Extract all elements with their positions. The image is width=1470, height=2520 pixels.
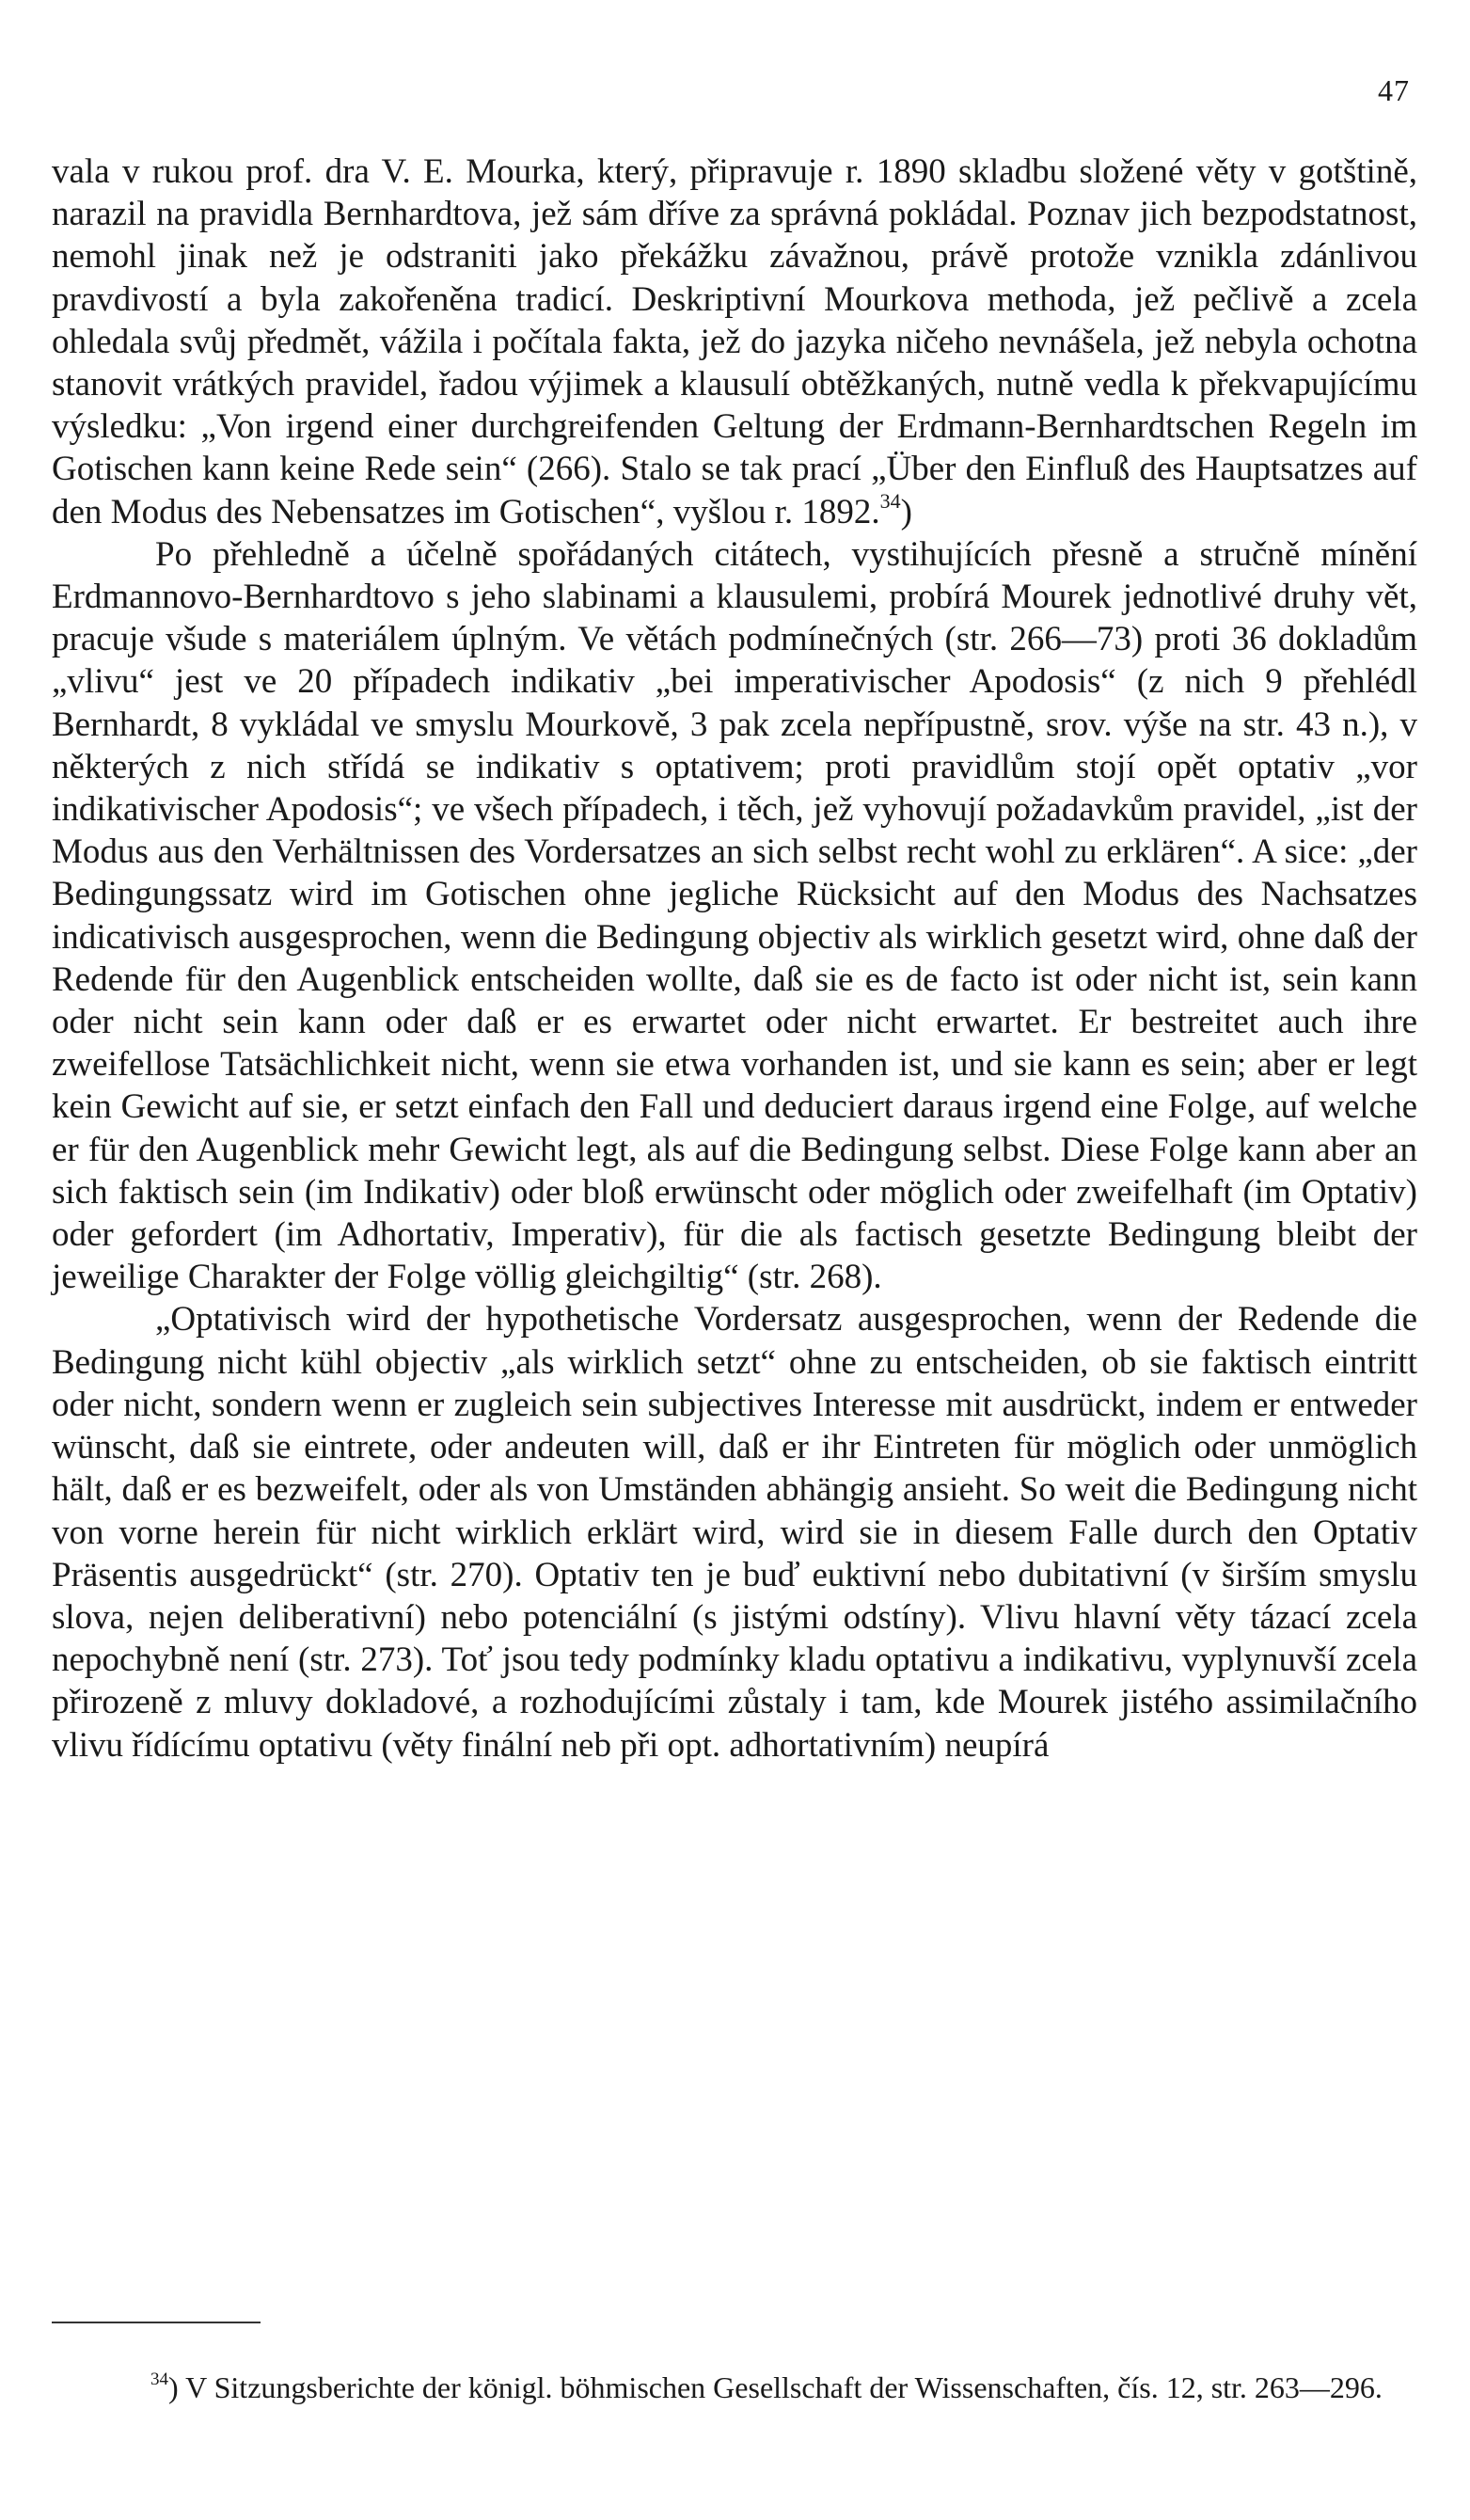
paragraph — [52, 533, 1417, 1299]
footnote-paren: ) — [168, 2370, 179, 2404]
footnote-reference: 34 — [879, 489, 901, 514]
paragraph-text: „Optativisch wird der hypothetische Vordersatz ausgesprochen, wenn der Redende die Bedingung nicht kühl objectiv „als wirklich setzt“ ohne zu entscheiden, ob sie faktisch eintritt oder nicht, sondern wenn er zugleich sein subjectives Interesse mit ausdrückt, indem er entweder wünscht, daß sie eintrete, oder andeuten will, daß er ihr Eintreten für möglich oder unmöglich hält, daß er es bezweifelt, oder als von Umständen abhängig ansieht. So weit die Bedingung nicht von vorne herein für nicht wirklich erklärt wird, wird sie in diesem Falle durch den Optativ Präsentis ausgedrückt“ (str. 270). Optativ ten je buď euktivní nebo dubitativní (v širším smyslu slova, nejen deliberativní) nebo potenciální (s jistými odstíny). Vlivu hlavní věty tázací zcela nepochybně není (str. 273). Toť jsou tedy podmínky kladu optativu a indikativu, vyplynuvší zcela přirozeně z mluvy dokladové, a rozhodujícími zůstaly i tam, kde Mourek jistého assimilačního vlivu řídícímu optativu (věty finální neb při opt. adhortativním) neupírá — [52, 1300, 1417, 1765]
paragraph — [52, 1298, 1417, 1766]
paragraph — [52, 151, 1417, 533]
page-number: 47 — [1378, 73, 1410, 107]
paragraph-text: vala v rukou prof. dra V. E. Mourka, který, připravuje r. 1890 skladbu složené věty v gotštině, narazil na pravidla Bernhardtova, jež sám dříve za správná pokládal. Poznav jich bezpodstatnost, nemohl jinak než je odstraniti jako překážku závažnou, právě protože vznikla zdánlivou pravdivostí a byla zakořeněna tradicí. Deskriptivní Mourkova methoda, jež pečlivě a zcela ohledala svůj předmět, vážila i počítala fakta, jež do jazyka ničeho nevnášela, jež nebyla ochotna stanovit vrátkých pravidel, řadou výjimek a klausulí obtěžkaných, nutně vedla k překvapujícímu výsledku: „Von irgend einer durchgreifenden Geltung der Erdmann-Bernhardtschen Regeln im Gotischen kann keine Rede sein“ (266). Stalo se tak prací „Über den Einfluß des Hauptsatzes auf den Modus des Nebensatzes im Gotischen“, vyšlou r. 1892. — [52, 152, 1417, 531]
paragraph-text: Po přehledně a účelně spořádaných citátech, vystihujících přesně a stručně mínění Erdmannovo-Bernhardtovo s jeho slabinami a klausulemi, probírá Mourek jednotlivé druhy vět, pracuje všude s materiálem úplným. Ve větách podmínečných (str. 266—73) proti 36 dokladům „vlivu“ jest ve 20 případech indikativ „bei imperativischer Apodosis“ (z nich 9 přehlédl Bernhardt, 8 vykládal ve smyslu Mourkově, 3 pak zcela nepřípustně, srov. výše na str. 43 n.), v některých z nich střídá se indikativ s optativem; proti pravidlům stojí opět optativ „vor indikativischer Apodosis“; ve všech případech, i těch, jež vyhovují požadavkům pravidel, „ist der Modus aus den Verhältnissen des Vordersatzes an sich selbst recht wohl zu erklären“. A sice: „der Bedingungssatz wird im Gotischen ohne jegliche Rücksicht auf den Modus des Nachsatzes indicativisch ausgesprochen, wenn die Bedingung objectiv als wirklich gesetzt wird, ohne daß der Redende für den Augenblick entscheiden wollte, daß sie es de facto ist oder nicht ist, sein kann oder nicht sein kann oder daß er es erwartet oder nicht erwartet. Er bestreitet auch ihre zweifellose Tatsächlichkeit nicht, wenn sie etwa vorhanden ist, und sie kann es sein; aber er legt kein Gewicht auf sie, er setzt einfach den Fall und deduciert daraus irgend eine Folge, auf welche er für den Augenblick mehr Gewicht legt, als auf die Bedingung selbst. Diese Folge kann aber an sich faktisch sein (im Indikativ) oder bloß erwünscht oder möglich oder zweifelhaft (im Optativ) oder gefordert (im Adhortativ, Imperativ), für die als factisch gesetzte Bedingung bleibt der jeweilige Charakter der Folge völlig gleichgiltig“ (str. 268). — [52, 534, 1417, 1297]
footnote-marker: 34 — [150, 2369, 168, 2390]
main-text — [52, 151, 1417, 1767]
footnote — [52, 2369, 1417, 2407]
footnote-divider — [52, 2322, 261, 2323]
closing-paren: ) — [900, 492, 912, 531]
footnote-text: V Sitzungsberichte der königl. böhmischen Gesellschaft der Wissenschaften, čís. 12, str. 263—296. — [178, 2370, 1383, 2404]
